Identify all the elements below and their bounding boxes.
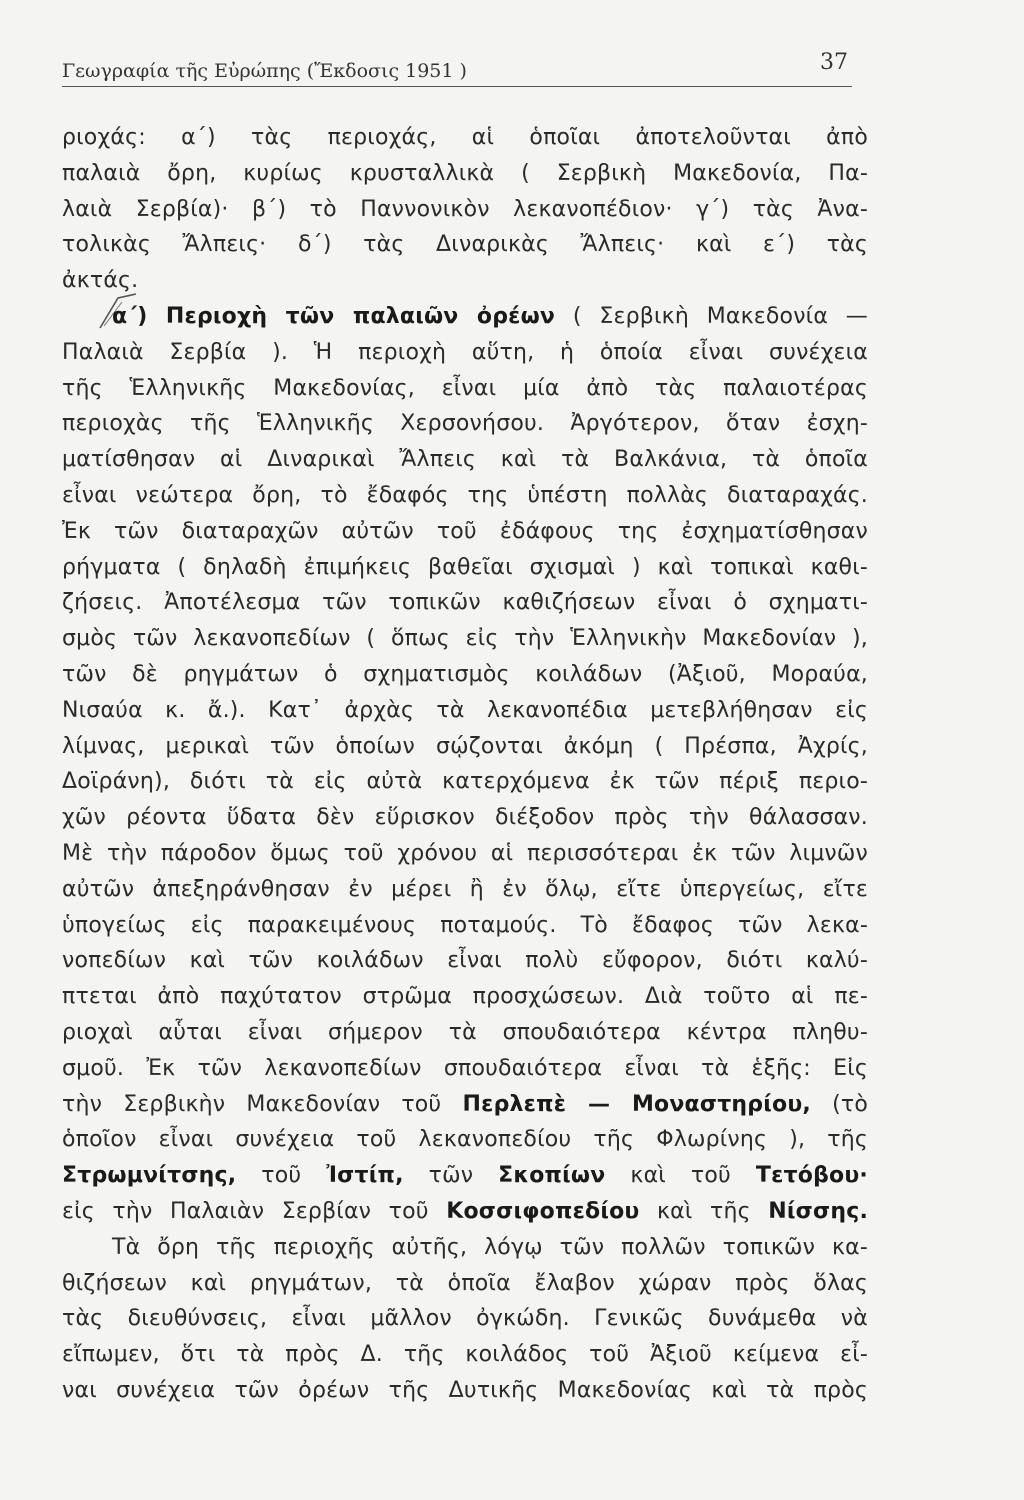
page-header <box>62 46 852 87</box>
text-line: Στρωμνίτσης, τοῦ Ἰστίπ, τῶν Σκοπίων καὶ τοῦ Τετόβου· <box>62 1163 868 1189</box>
text-line: ὁποῖον εἶναι συνέχεια τοῦ λεκανοπεδίου τῆς Φλωρίνης ), τῆς <box>62 1127 868 1153</box>
text-line: λίμνας, μερικαὶ τῶν ὁποίων σῴζονται ἀκόμη ( Πρέσπα, Ἀχρίς, <box>62 733 868 759</box>
place-name: Τετόβου· <box>755 1163 868 1189</box>
running-title: Γεωγραφία τῆς Εὐρώπης (Ἔκδοσις 1951 ) <box>62 60 467 82</box>
text-line: ριοχαὶ αὗται εἶναι σήμερον τὰ σπουδαιότερα κέντρα πληθυ- <box>62 1019 868 1045</box>
text-line: πτεται ἀπὸ παχύτατον στρῶμα προσχώσεων. Διὰ τοῦτο αἱ πε- <box>62 984 868 1010</box>
body-text <box>62 120 868 1409</box>
text-line: λαιὰ Σερβία)· β΄) τὸ Παννονικὸν λεκανοπέδιον· γ΄) τὰς Ἀνα- <box>62 196 868 222</box>
text-line: ριοχάς: α΄) τὰς περιοχάς, αἱ ὁποῖαι ἀποτελοῦνται ἀπὸ <box>62 125 868 150</box>
text-line: Τὰ ὄρη τῆς περιοχῆς αὐτῆς, λόγῳ τῶν πολλῶν τοπικῶν κα- <box>112 1234 868 1260</box>
text-line: εἴπωμεν, ὅτι τὰ πρὸς Δ. τῆς κοιλάδος τοῦ Ἀξιοῦ κείμενα εἶ- <box>62 1342 868 1368</box>
text-line: ρήγματα ( δηλαδὴ ἐπιμήκεις βαθεῖαι σχισμαὶ ) καὶ τοπικαὶ καθι- <box>62 554 868 580</box>
text-line: τὰς διευθύνσεις, εἶναι μᾶλλον ὀγκώδη. Γενικῶς δυνάμεθα νὰ <box>62 1306 868 1332</box>
text-line: νοπεδίων καὶ τῶν κοιλάδων εἶναι πολὺ εὔφορον, διότι καλύ- <box>62 948 868 974</box>
text-line: Μὲ τὴν πάροδον ὅμως τοῦ χρόνου αἱ περισσότεραι ἐκ τῶν λιμνῶν <box>62 840 868 866</box>
text-line: τῶν δὲ ρηγμάτων ὁ σχηματισμὸς κοιλάδων (Ἀξιοῦ, Μοραύα, <box>62 661 868 687</box>
text-line: τῆς Ἑλληνικῆς Μακεδονίας, εἶναι μία ἀπὸ τὰς παλαιοτέρας <box>62 375 868 401</box>
text-line: ζήσεις. Ἀποτέλεσμα τῶν τοπικῶν καθιζήσεων εἶναι ὁ σχηματι- <box>62 590 868 616</box>
text-line: τὴν Σερβικὴν Μακεδονίαν τοῦ Περλεπὲ — Μοναστηρίου, (τὸ <box>62 1091 868 1117</box>
text-line: τολικὰς Ἄλπεις· δ΄) τὰς Διναρικὰς Ἄλπεις· καὶ ε΄) τὰς <box>62 232 868 258</box>
text-line: περιοχὰς τῆς Ἑλληνικῆς Χερσονήσου. Ἀργότερον, ὅταν ἐσχη- <box>62 411 868 437</box>
place-name: Σκοπίων <box>498 1163 606 1189</box>
section-heading-line: α΄) Περιοχὴ τῶν παλαιῶν ὀρέων ( Σερβικὴ Μακεδονία — <box>112 303 868 329</box>
text-line: εἰς τὴν Παλαιὰν Σερβίαν τοῦ Κοσσιφοπεδίου καὶ τῆς Νίσσης. <box>62 1198 869 1224</box>
place-name: Κοσσιφοπεδίου <box>446 1198 640 1224</box>
text-line: Παλαιὰ Σερβία ). Ἡ περιοχὴ αὕτη, ἡ ὁποία εἶναι συνέχεια <box>62 339 868 365</box>
text-line: Δοϊράνη), διότι τὰ εἰς αὐτὰ κατερχόμενα ἐκ τῶν πέριξ περιο- <box>62 769 868 795</box>
text-line: χῶν ρέοντα ὕδατα δὲν εὕρισκον διέξοδον πρὸς τὴν θάλασσαν. <box>62 805 868 831</box>
text-line: Νισαύα κ. ἄ.). Κατ᾿ ἀρχὰς τὰ λεκανοπέδια μετεβλήθησαν εἰς <box>62 697 868 723</box>
text-line: ὑπογείως εἰς παρακειμένους ποταμούς. Τὸ ἔδαφος τῶν λεκα- <box>62 912 868 938</box>
text-line: θιζήσεων καὶ ρηγμάτων, τὰ ὁποῖα ἔλαβον χώραν πρὸς ὅλας <box>62 1270 868 1296</box>
place-name: Ἰστίπ, <box>326 1163 404 1189</box>
text-line: ναι συνέχεια τῶν ὀρέων τῆς Δυτικῆς Μακεδονίας καὶ τὰ πρὸς <box>62 1377 868 1403</box>
text-line: σμοῦ. Ἐκ τῶν λεκανοπεδίων σπουδαιότερα εἶναι τὰ ἑξῆς: Εἰς <box>62 1055 868 1081</box>
text-line: ἀκτάς. <box>62 268 139 294</box>
place-name: Στρωμνίτσης, <box>62 1163 237 1189</box>
text-line: εἶναι νεώτερα ὄρη, τὸ ἔδαφός της ὑπέστη πολλὰς διαταραχάς. <box>62 482 868 508</box>
text-line: Ἐκ τῶν διαταραχῶν αὐτῶν τοῦ ἐδάφους της ἐσχηματίσθησαν <box>62 518 868 544</box>
place-name: Νίσσης. <box>768 1198 869 1224</box>
place-name: Περλεπὲ — Μοναστηρίου, <box>462 1091 811 1117</box>
section-heading: α΄) Περιοχὴ τῶν παλαιῶν ὀρέων <box>112 303 556 329</box>
text-line: παλαιὰ ὄρη, κυρίως κρυσταλλικὰ ( Σερβικὴ Μακεδονία, Πα- <box>62 160 868 186</box>
text-line: ματίσθησαν αἱ Διναρικαὶ Ἄλπεις καὶ τὰ Βαλκάνια, τὰ ὁποῖα <box>62 447 868 473</box>
text-line: σμὸς τῶν λεκανοπεδίων ( ὅπως εἰς τὴν Ἑλληνικὴν Μακεδονίαν ), <box>62 626 868 652</box>
page-number: 37 <box>820 50 848 75</box>
text-line: αὐτῶν ἀπεξηράνθησαν ἐν μέρει ἢ ἐν ὅλῳ, εἴτε ὑπεργείως, εἴτε <box>62 876 868 902</box>
